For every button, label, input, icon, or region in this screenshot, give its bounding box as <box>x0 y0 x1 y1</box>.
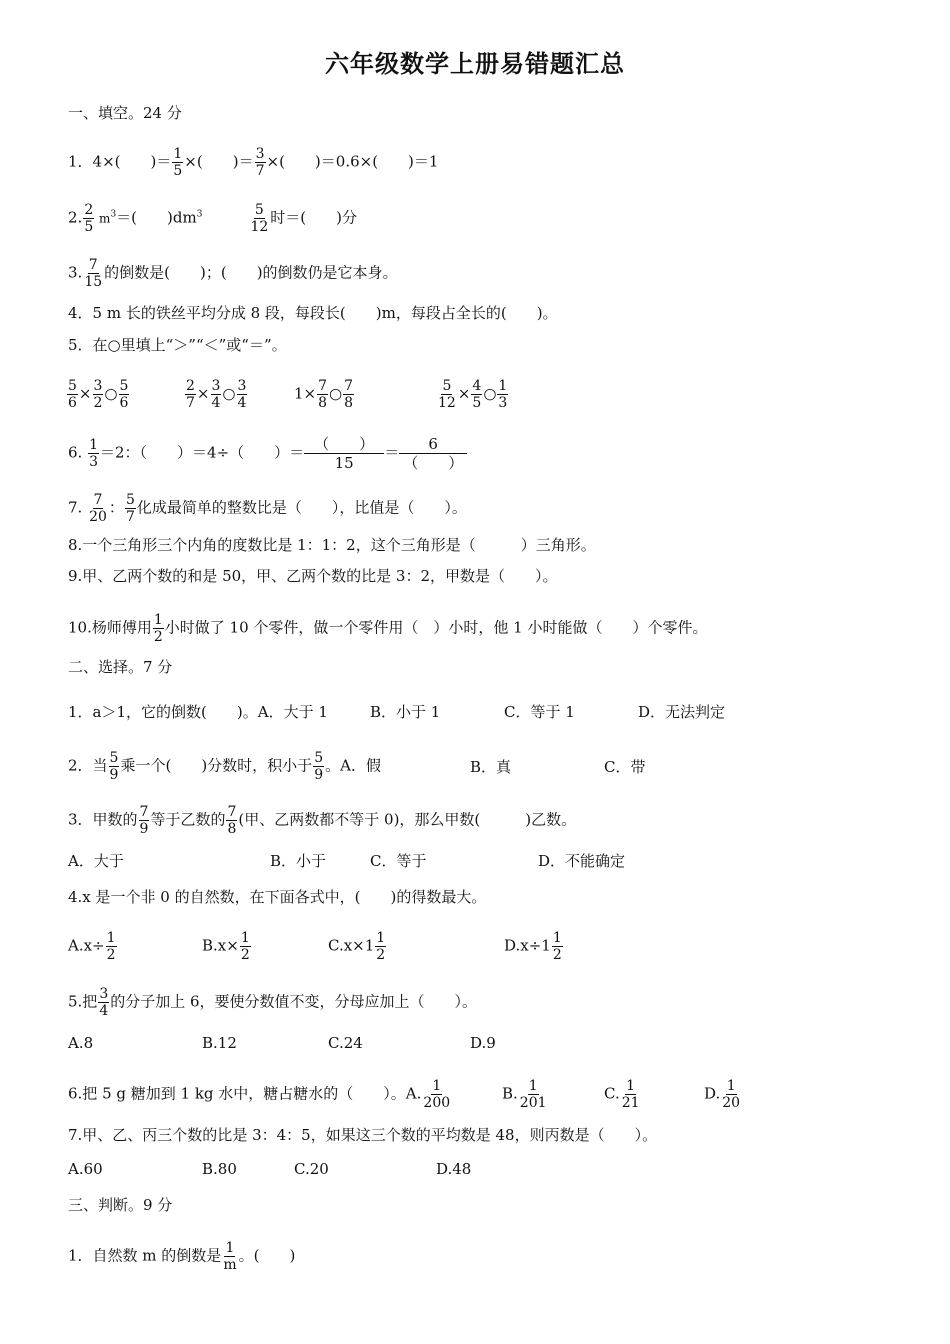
s2-q3-option-b: B．小于 <box>270 852 327 870</box>
section-2-header: 二、选择。7 分 <box>68 658 173 676</box>
s1-q7: 7. $\frac{7}{20}$ ： $\frac{5}{7}$ 化成最简单的整数比是（ ），比值是（ ）。 <box>68 492 467 525</box>
s2-q4-option-d: D.x÷1 $\frac{1}{2}$ <box>504 930 562 963</box>
s3-q1: 1．自然数 m 的倒数是 $\frac{1}{m}$ 。( ) <box>68 1240 296 1273</box>
s1-q2: 2. $\frac{2}{5}$ $m^3=$( )$dm^3$ $\frac{5}{12}$ 时＝( )分 <box>68 202 357 235</box>
s2-q7-option-a: A.60 <box>68 1160 103 1178</box>
s2-q4-option-a: A.x÷ $\frac{1}{2}$ <box>68 930 116 963</box>
s1-q10: 10.杨师傅用 $\frac{1}{2}$ 小时做了 10 个零件，做一个零件用（ ）小时，他 1 小时能做（ ）个零件。 <box>68 612 708 645</box>
s2-q4-option-c: C.x×1 $\frac{1}{2}$ <box>328 930 386 963</box>
s2-q7: 7.甲、乙、丙三个数的比是 3：4：5，如果这三个数的平均数是 48，则丙数是（ ）。 <box>68 1126 658 1144</box>
s2-q3-option-a: A．大于 <box>68 852 124 870</box>
section-1-header: 一、填空。24 分 <box>68 104 182 122</box>
s2-q6-option-b: B. $\frac{1}{201}$ <box>502 1078 547 1111</box>
s2-q2: 2．当 $\frac{5}{9}$ 乘一个( )分数时，积小于 $\frac{5}{9}$ 。A．假 <box>68 750 381 783</box>
s1-q4: 4．5 m 长的铁丝平均分成 8 段，每段长( )m，每段占全长的( )。 <box>68 304 558 322</box>
s2-q6-option-d: D. $\frac{1}{20}$ <box>704 1078 741 1111</box>
s2-q7-option-c: C.20 <box>294 1160 329 1178</box>
s2-q6: 6.把 5 g 糖加到 1 kg 水中，糖占糖水的（ ）。A. $\frac{1}{200}$ <box>68 1078 451 1111</box>
s2-q6-option-c: C. $\frac{1}{21}$ <box>604 1078 640 1111</box>
section-3-header: 三、判断。9 分 <box>68 1196 173 1214</box>
s2-q2-option-b: B．真 <box>470 758 512 776</box>
s1-q3: 3. $\frac{7}{15}$ 的倒数是( )；( )的倒数仍是它本身。 <box>68 257 398 290</box>
s1-q5-item-1: $\frac{5}{6}$ × $\frac{3}{2}$ ○ $\frac{5}{6}$ <box>68 378 129 411</box>
s2-q5-option-b: B.12 <box>202 1034 237 1052</box>
s1-q5-item-4: $\frac{5}{12}$ × $\frac{4}{5}$ ○ $\frac{1}{3}$ <box>438 378 508 411</box>
s2-q3-option-c: C．等于 <box>370 852 427 870</box>
s1-q9: 9.甲、乙两个数的和是 50，甲、乙两个数的比是 3：2，甲数是（ ）。 <box>68 567 558 585</box>
page-title: 六年级数学上册易错题汇总 <box>325 50 625 78</box>
s2-q2-option-c: C．带 <box>604 758 646 776</box>
s2-q4: 4.x 是一个非 0 的自然数，在下面各式中，( )的得数最大。 <box>68 888 487 906</box>
s2-q5-option-c: C.24 <box>328 1034 363 1052</box>
s1-q1: 1．4×( )＝ $\frac{1}{5}$ ×( )＝ $\frac{3}{7}$ ×( )＝0.6×( )＝1 <box>68 146 439 179</box>
s1-q6: 6. $\frac{1}{3}$ ＝2：（ ）＝4÷（ ）＝ （ ） 15 ＝ 6 （ ） <box>68 435 467 472</box>
s2-q1-option-d: D．无法判定 <box>638 703 726 721</box>
s1-q5-item-2: $\frac{2}{7}$ × $\frac{3}{4}$ ○ $\frac{3}{4}$ <box>186 378 247 411</box>
s2-q4-option-b: B.x× $\frac{1}{2}$ <box>202 930 250 963</box>
s1-q8: 8.一个三角形三个内角的度数比是 1：1：2，这个三角形是（ ）三角形。 <box>68 536 596 554</box>
s2-q3-option-d: D．不能确定 <box>538 852 626 870</box>
s2-q3: 3．甲数的 $\frac{7}{9}$ 等于乙数的 $\frac{7}{8}$ (甲、乙两数都不等于 0)，那么甲数( )乙数。 <box>68 804 577 837</box>
s2-q1-option-b: B．小于 1 <box>370 703 441 721</box>
s2-q1-option-c: C．等于 1 <box>504 703 575 721</box>
s1-q5-item-3: 1× $\frac{7}{8}$ ○ $\frac{7}{8}$ <box>294 378 354 411</box>
fraction: $\frac{3}{7}$ <box>255 146 265 179</box>
s2-q5: 5.把 $\frac{3}{4}$ 的分子加上 6，要使分数值不变，分母应加上（ ）。 <box>68 986 478 1019</box>
s2-q5-option-a: A.8 <box>68 1034 94 1052</box>
fraction: $\frac{1}{5}$ <box>173 146 183 179</box>
s2-q7-option-b: B.80 <box>202 1160 237 1178</box>
s2-q7-option-d: D.48 <box>436 1160 472 1178</box>
s2-q1: 1．a＞1，它的倒数( )。A．大于 1 <box>68 703 328 721</box>
s2-q5-option-d: D.9 <box>470 1034 496 1052</box>
s1-q5: 5．在○里填上“＞”“＜”或“＝”。 <box>68 336 287 354</box>
